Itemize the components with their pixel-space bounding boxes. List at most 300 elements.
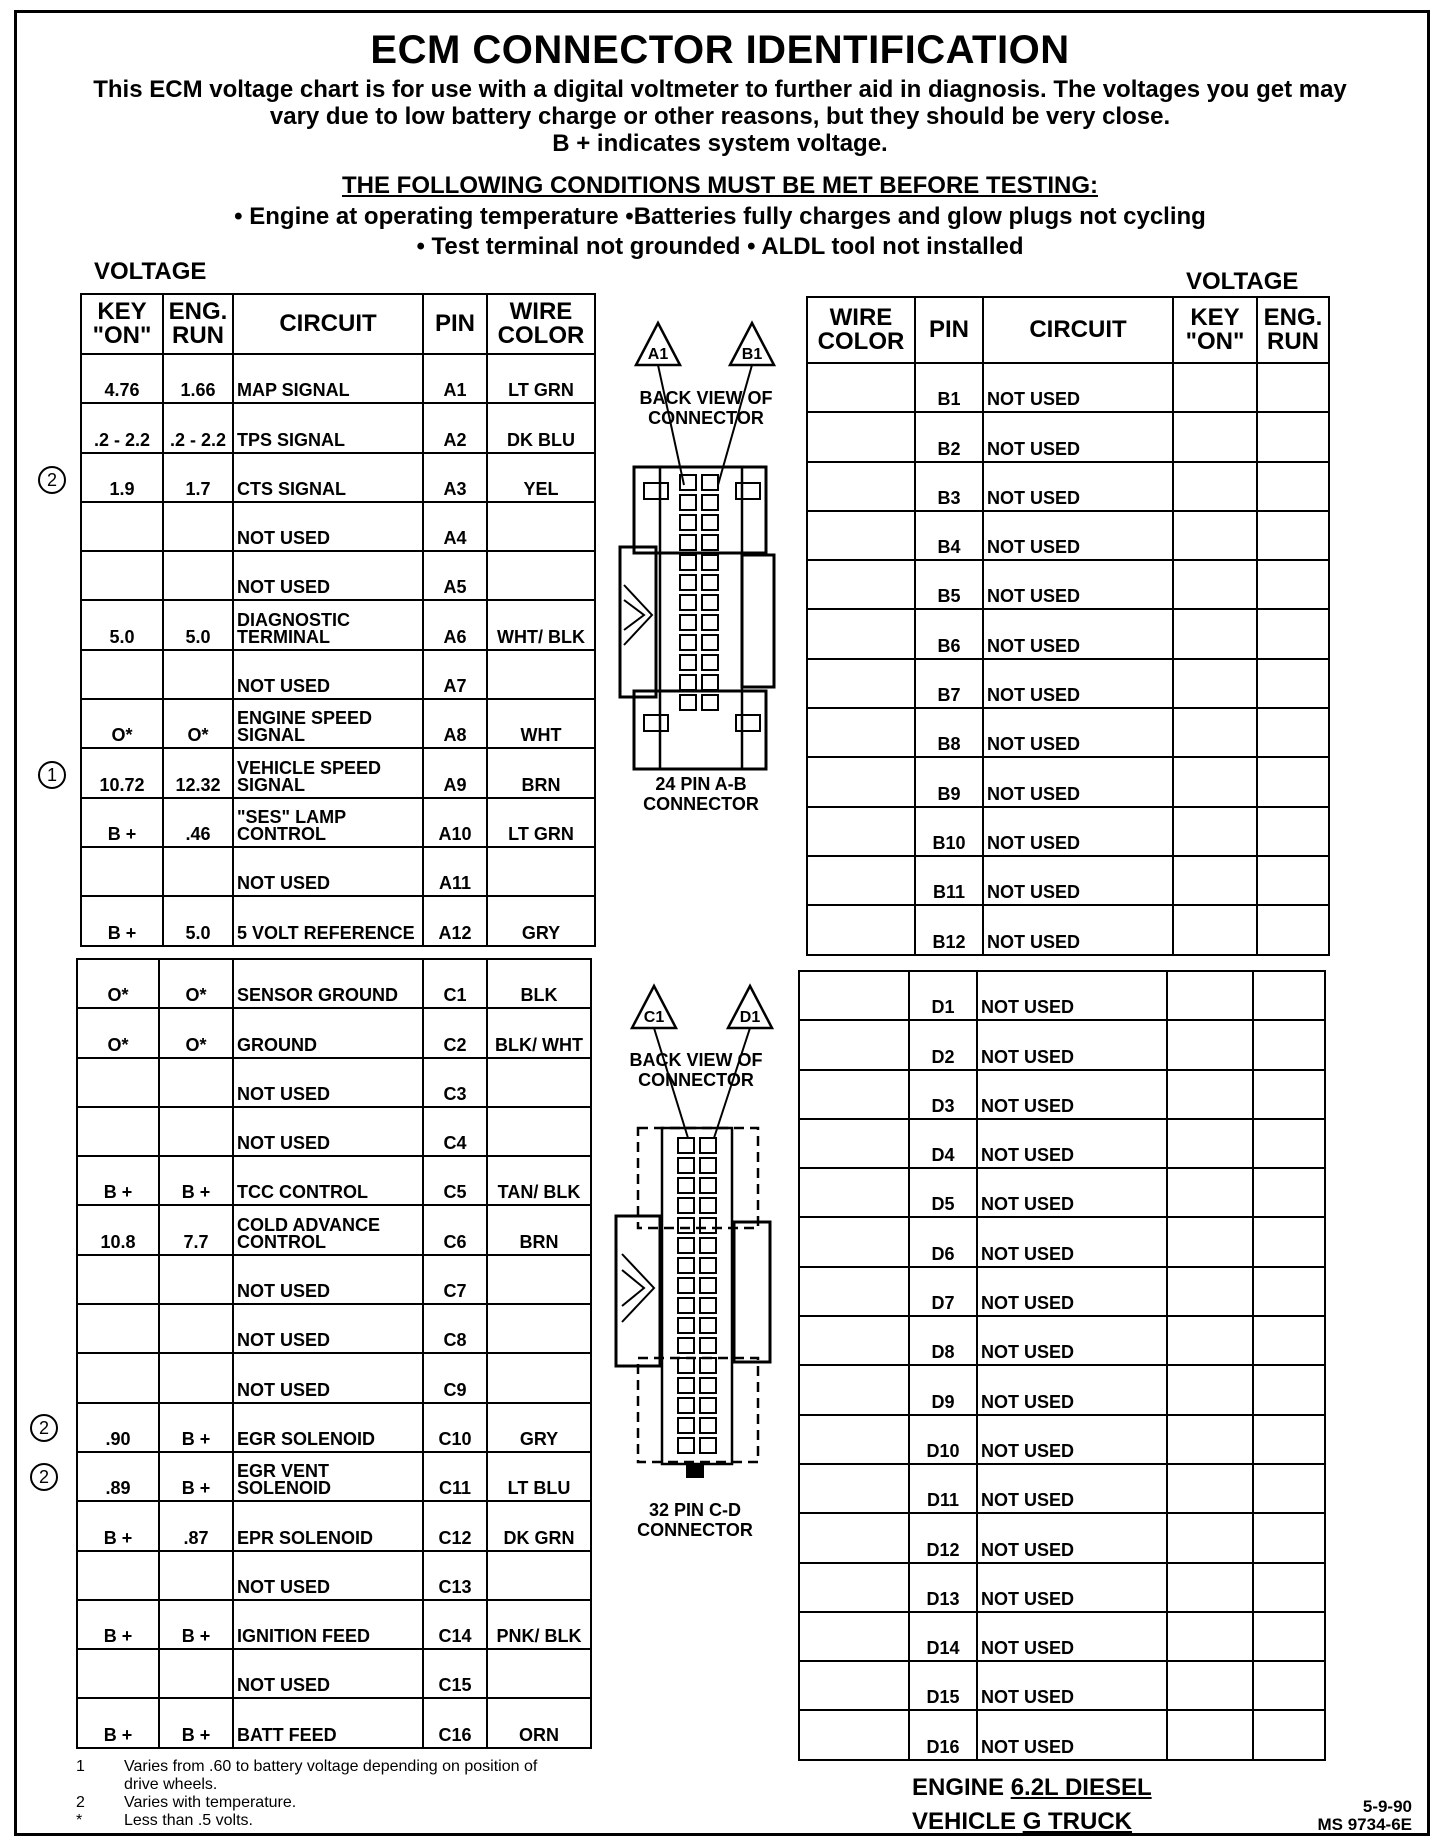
cell-wire-color <box>799 1661 909 1710</box>
connector-ab-view-label: BACK VIEW OF CONNECTOR <box>639 388 773 428</box>
svg-text:C1: C1 <box>643 1009 665 1026</box>
cell-wire-color <box>807 511 915 560</box>
table-row <box>799 1661 1325 1710</box>
cell-eng-run <box>1257 807 1329 856</box>
cell-key-on <box>81 650 163 699</box>
cell-circuit: NOT USED <box>977 1365 1167 1414</box>
cell-pin: D14 <box>909 1612 977 1661</box>
connector-pin-cavity <box>680 635 696 650</box>
cell-wire-color <box>799 1119 909 1168</box>
table-row <box>77 1452 591 1501</box>
cell-pin: C11 <box>423 1452 487 1501</box>
table-row <box>799 1267 1325 1316</box>
cell-circuit: NOT USED <box>983 659 1173 708</box>
cell-wire-color <box>807 905 915 954</box>
connector-pin-cavity <box>680 555 696 570</box>
cell-key-on: 10.72 <box>81 748 163 797</box>
connector-pin-cavity <box>702 575 718 590</box>
cell-key-on <box>1173 609 1257 658</box>
cell-circuit: NOT USED <box>977 1563 1167 1612</box>
table-c-pins <box>76 958 592 1749</box>
connector-pin-cavity <box>700 1258 716 1273</box>
cell-key-on: O* <box>81 699 163 748</box>
table-row <box>77 1403 591 1452</box>
cell-circuit: ENGINE SPEED SIGNAL <box>233 699 423 748</box>
connector-cd-label: 32 PIN C-D CONNECTOR <box>637 1500 753 1540</box>
connector-pin-cavity <box>702 655 718 670</box>
cell-eng-run <box>1253 1070 1325 1119</box>
cell-key-on <box>77 1255 159 1304</box>
connector-pin-cavity <box>702 475 718 490</box>
footnote-marker: 2 <box>38 466 66 494</box>
cell-wire-color <box>799 1168 909 1217</box>
connector-pin-cavity <box>702 615 718 630</box>
connector-pin-cavity <box>702 555 718 570</box>
cell-circuit: NOT USED <box>983 708 1173 757</box>
cell-wire-color <box>487 1353 591 1402</box>
cell-pin: A11 <box>423 847 487 896</box>
cell-circuit: DIAGNOSTIC TERMINAL <box>233 600 423 649</box>
cell-circuit: MAP SIGNAL <box>233 354 423 403</box>
table-row <box>81 403 595 452</box>
connector-pin-cavity <box>700 1198 716 1213</box>
cell-circuit: NOT USED <box>983 609 1173 658</box>
header-pin: PIN <box>423 294 487 354</box>
cell-wire-color: DK BLU <box>487 403 595 452</box>
voltage-label-left: VOLTAGE <box>94 258 207 285</box>
cell-circuit: NOT USED <box>983 560 1173 609</box>
connector-pin-cavity <box>700 1238 716 1253</box>
cell-eng-run: 1.66 <box>163 354 233 403</box>
table-row <box>807 708 1329 757</box>
cell-pin: C10 <box>423 1403 487 1452</box>
footnotes <box>76 1758 544 1830</box>
cell-key-on: 10.8 <box>77 1205 159 1254</box>
cell-key-on: B + <box>77 1156 159 1205</box>
table-row <box>799 1415 1325 1464</box>
table-row <box>77 1353 591 1402</box>
cell-wire-color: TAN/ BLK <box>487 1156 591 1205</box>
cell-eng-run <box>1253 1415 1325 1464</box>
cell-circuit: BATT FEED <box>233 1698 423 1747</box>
cell-wire-color <box>807 560 915 609</box>
cell-pin: B6 <box>915 609 983 658</box>
cell-pin: A8 <box>423 699 487 748</box>
cell-key-on <box>1167 1415 1253 1464</box>
cell-eng-run <box>1253 1168 1325 1217</box>
cell-eng-run <box>163 650 233 699</box>
cell-eng-run <box>1257 708 1329 757</box>
cell-eng-run <box>1257 412 1329 461</box>
table-row <box>807 807 1329 856</box>
connector-ab-label: 24 PIN A-B CONNECTOR <box>643 774 759 814</box>
table-row <box>81 748 595 797</box>
cell-key-on <box>81 502 163 551</box>
connector-pin-cavity <box>700 1398 716 1413</box>
cell-circuit: NOT USED <box>233 650 423 699</box>
cell-eng-run <box>1257 609 1329 658</box>
page-title: ECM CONNECTOR IDENTIFICATION <box>370 28 1070 72</box>
connector-pin-cavity <box>700 1438 716 1453</box>
vehicle-label: VEHICLE <box>912 1808 1017 1835</box>
cell-circuit: NOT USED <box>983 757 1173 806</box>
table-row <box>81 699 595 748</box>
cell-wire-color: DK GRN <box>487 1501 591 1550</box>
cell-circuit: NOT USED <box>983 363 1173 412</box>
footnote-row: 1 Varies from .60 to battery voltage depending on position of drive wheels. <box>76 1758 538 1793</box>
table-row <box>807 757 1329 806</box>
cell-pin: C4 <box>423 1107 487 1156</box>
table-row <box>77 959 591 1008</box>
footnote-marker: 2 <box>30 1414 58 1442</box>
cell-wire-color <box>807 363 915 412</box>
cell-circuit: NOT USED <box>233 1353 423 1402</box>
cell-circuit: NOT USED <box>233 1107 423 1156</box>
cell-key-on: 1.9 <box>81 453 163 502</box>
cell-wire-color: GRY <box>487 896 595 945</box>
cell-eng-run <box>163 847 233 896</box>
cell-circuit: VEHICLE SPEED SIGNAL <box>233 748 423 797</box>
connector-pin-cavity <box>702 495 718 510</box>
cell-circuit: NOT USED <box>983 462 1173 511</box>
voltage-label-right: VOLTAGE <box>1186 268 1299 295</box>
cell-wire-color <box>487 1107 591 1156</box>
cell-wire-color <box>799 1267 909 1316</box>
connector-pin-cavity <box>700 1158 716 1173</box>
cell-circuit: NOT USED <box>977 1710 1167 1759</box>
conditions-line-1: • Engine at operating temperature •Batteries fully charges and glow plugs not cycling <box>234 203 1206 230</box>
cell-pin: C6 <box>423 1205 487 1254</box>
cell-eng-run <box>163 502 233 551</box>
connector-pin-cavity <box>700 1358 716 1373</box>
cell-pin: A7 <box>423 650 487 699</box>
table-row <box>807 905 1329 954</box>
table-row <box>799 1168 1325 1217</box>
table-row <box>799 1365 1325 1414</box>
cell-eng-run <box>159 1649 233 1698</box>
cell-pin: D7 <box>909 1267 977 1316</box>
cell-circuit: NOT USED <box>233 502 423 551</box>
cell-eng-run <box>1253 1020 1325 1069</box>
cell-key-on: 5.0 <box>81 600 163 649</box>
cell-pin: D13 <box>909 1563 977 1612</box>
cell-wire-color <box>799 1365 909 1414</box>
cell-key-on: O* <box>77 959 159 1008</box>
cell-pin: A3 <box>423 453 487 502</box>
cell-key-on <box>77 1649 159 1698</box>
cell-key-on <box>1167 1513 1253 1562</box>
cell-eng-run: 7.7 <box>159 1205 233 1254</box>
cell-circuit: NOT USED <box>233 847 423 896</box>
table-row <box>77 1600 591 1649</box>
cell-wire-color: LT GRN <box>487 798 595 847</box>
connector-pin-cavity <box>702 635 718 650</box>
cell-circuit: "SES" LAMP CONTROL <box>233 798 423 847</box>
connector-pin-cavity <box>700 1318 716 1333</box>
cell-wire-color: ORN <box>487 1698 591 1747</box>
header-key-on: KEY "ON" <box>1173 297 1257 363</box>
cell-eng-run <box>1257 659 1329 708</box>
cell-wire-color <box>487 1551 591 1600</box>
connector-pin-cavity <box>700 1298 716 1313</box>
cell-eng-run: B + <box>159 1156 233 1205</box>
cell-wire-color <box>807 412 915 461</box>
cell-pin: C15 <box>423 1649 487 1698</box>
connector-ab-body <box>620 467 774 769</box>
cell-pin: D2 <box>909 1020 977 1069</box>
cell-key-on <box>81 551 163 600</box>
cell-key-on <box>1173 560 1257 609</box>
cell-eng-run: .2 - 2.2 <box>163 403 233 452</box>
cell-key-on <box>1167 1119 1253 1168</box>
svg-text:D1: D1 <box>739 1009 761 1026</box>
conditions-heading: THE FOLLOWING CONDITIONS MUST BE MET BEFORE TESTING: <box>342 172 1098 199</box>
cell-eng-run <box>1257 757 1329 806</box>
connector-tag-d1 <box>728 986 772 1028</box>
cell-eng-run <box>159 1058 233 1107</box>
cell-pin: B11 <box>915 856 983 905</box>
cell-pin: D5 <box>909 1168 977 1217</box>
footnote-marker: 2 <box>30 1463 58 1491</box>
cell-circuit: NOT USED <box>233 1058 423 1107</box>
cell-circuit: EPR SOLENOID <box>233 1501 423 1550</box>
header-circuit: CIRCUIT <box>233 294 423 354</box>
connector-pin-cavity <box>700 1138 716 1153</box>
cell-wire-color: YEL <box>487 453 595 502</box>
cell-pin: D4 <box>909 1119 977 1168</box>
cell-key-on <box>77 1551 159 1600</box>
cell-wire-color <box>799 1217 909 1266</box>
table-row <box>807 856 1329 905</box>
cell-wire-color <box>487 1649 591 1698</box>
cell-wire-color <box>807 807 915 856</box>
cell-circuit: NOT USED <box>233 1304 423 1353</box>
cell-wire-color <box>487 847 595 896</box>
cell-wire-color <box>799 1020 909 1069</box>
cell-eng-run <box>1257 511 1329 560</box>
cell-circuit: NOT USED <box>977 1217 1167 1266</box>
cell-wire-color <box>807 659 915 708</box>
table-a-pins <box>80 293 596 947</box>
cell-eng-run <box>1253 1217 1325 1266</box>
connector-pin-cavity <box>678 1298 694 1313</box>
cell-pin: B4 <box>915 511 983 560</box>
cell-eng-run <box>159 1107 233 1156</box>
intro-bplus-note: B + indicates system voltage. <box>552 130 888 157</box>
table-row <box>77 1304 591 1353</box>
cell-wire-color <box>807 462 915 511</box>
vehicle-value: G TRUCK <box>1022 1808 1133 1835</box>
cell-eng-run <box>1257 363 1329 412</box>
table-row <box>81 551 595 600</box>
table-row <box>799 1316 1325 1365</box>
header-pin: PIN <box>915 297 983 363</box>
connector-pin-cavity <box>678 1378 694 1393</box>
connector-pin-cavity <box>678 1138 694 1153</box>
cell-pin: D8 <box>909 1316 977 1365</box>
cell-key-on <box>1173 905 1257 954</box>
cell-pin: B1 <box>915 363 983 412</box>
cell-key-on <box>1173 659 1257 708</box>
header-circuit: CIRCUIT <box>983 297 1173 363</box>
header-eng-run: ENG. RUN <box>163 294 233 354</box>
connector-pin-cavity <box>678 1318 694 1333</box>
cell-pin: C8 <box>423 1304 487 1353</box>
connector-pin-cavity <box>702 515 718 530</box>
cell-key-on <box>1173 412 1257 461</box>
connector-pin-cavity <box>702 675 718 690</box>
connector-tag-c1 <box>632 986 676 1028</box>
connector-pin-cavity <box>702 595 718 610</box>
cell-key-on <box>77 1353 159 1402</box>
cell-circuit: NOT USED <box>977 1612 1167 1661</box>
cell-circuit: NOT USED <box>977 1316 1167 1365</box>
cell-eng-run: O* <box>159 1008 233 1057</box>
table-d-pins <box>798 970 1326 1761</box>
table-row <box>77 1107 591 1156</box>
connector-pin-cavity <box>680 535 696 550</box>
cell-eng-run <box>1253 1464 1325 1513</box>
connector-pin-cavity <box>680 575 696 590</box>
engine-label: ENGINE <box>912 1774 1005 1801</box>
table-row <box>77 1698 591 1747</box>
cell-wire-color <box>487 650 595 699</box>
cell-eng-run <box>1253 1365 1325 1414</box>
cell-circuit: NOT USED <box>977 1267 1167 1316</box>
cell-key-on <box>1167 1020 1253 1069</box>
cell-pin: C9 <box>423 1353 487 1402</box>
cell-key-on <box>1167 1217 1253 1266</box>
cell-eng-run: B + <box>159 1403 233 1452</box>
document-date: 5-9-90 <box>1362 1797 1412 1816</box>
table-row <box>77 1649 591 1698</box>
cell-circuit: NOT USED <box>977 1020 1167 1069</box>
cell-key-on <box>1167 1168 1253 1217</box>
cell-key-on <box>1167 1464 1253 1513</box>
cell-circuit: NOT USED <box>977 1415 1167 1464</box>
table-row <box>799 971 1325 1020</box>
cell-key-on <box>1167 1710 1253 1759</box>
connector-pin-cavity <box>702 695 718 710</box>
cell-wire-color <box>487 1058 591 1107</box>
cell-key-on: .90 <box>77 1403 159 1452</box>
connector-tag-b1 <box>730 323 774 365</box>
cell-wire-color <box>799 1316 909 1365</box>
cell-key-on <box>1167 1563 1253 1612</box>
cell-circuit: NOT USED <box>977 971 1167 1020</box>
cell-circuit: NOT USED <box>233 1649 423 1698</box>
table-row <box>807 659 1329 708</box>
footnote-row: 2 Varies with temperature. <box>76 1794 297 1811</box>
cell-eng-run <box>1257 560 1329 609</box>
cell-eng-run: .46 <box>163 798 233 847</box>
cell-wire-color <box>487 1255 591 1304</box>
cell-wire-color <box>807 856 915 905</box>
cell-circuit: TCC CONTROL <box>233 1156 423 1205</box>
cell-pin: C1 <box>423 959 487 1008</box>
cell-pin: D9 <box>909 1365 977 1414</box>
cell-pin: B8 <box>915 708 983 757</box>
cell-eng-run: B + <box>159 1452 233 1501</box>
cell-eng-run <box>1253 1513 1325 1562</box>
connector-pin-cavity <box>702 535 718 550</box>
cell-pin: B3 <box>915 462 983 511</box>
table-row <box>807 560 1329 609</box>
cell-circuit: GROUND <box>233 1008 423 1057</box>
cell-key-on <box>1173 462 1257 511</box>
cell-key-on <box>77 1058 159 1107</box>
cell-circuit: EGR SOLENOID <box>233 1403 423 1452</box>
connector-pin-cavity <box>680 615 696 630</box>
cell-eng-run: B + <box>159 1698 233 1747</box>
connector-pin-cavity <box>680 695 696 710</box>
cell-wire-color <box>799 1710 909 1759</box>
cell-pin: A10 <box>423 798 487 847</box>
cell-circuit: NOT USED <box>983 511 1173 560</box>
connector-pin-cavity <box>680 515 696 530</box>
cell-circuit: TPS SIGNAL <box>233 403 423 452</box>
cell-wire-color <box>799 1513 909 1562</box>
connector-tag-a1 <box>636 323 680 365</box>
cell-key-on <box>1167 1661 1253 1710</box>
connector-pin-cavity <box>678 1418 694 1433</box>
table-row <box>77 1008 591 1057</box>
cell-eng-run: O* <box>159 959 233 1008</box>
cell-key-on: .89 <box>77 1452 159 1501</box>
cell-eng-run <box>1253 1563 1325 1612</box>
cell-key-on <box>1173 511 1257 560</box>
cell-pin: C16 <box>423 1698 487 1747</box>
cell-wire-color: WHT <box>487 699 595 748</box>
cell-circuit: COLD ADVANCE CONTROL <box>233 1205 423 1254</box>
cell-pin: D3 <box>909 1070 977 1119</box>
cell-pin: A5 <box>423 551 487 600</box>
cell-wire-color: PNK/ BLK <box>487 1600 591 1649</box>
connector-pin-cavity <box>678 1238 694 1253</box>
cell-wire-color: WHT/ BLK <box>487 600 595 649</box>
document-number: MS 9734-6E <box>1317 1815 1412 1834</box>
header-wire-color: WIRE COLOR <box>487 294 595 354</box>
cell-circuit: CTS SIGNAL <box>233 453 423 502</box>
connector-pin-cavity <box>700 1178 716 1193</box>
cell-circuit: NOT USED <box>233 1255 423 1304</box>
connector-cd-body <box>616 1128 770 1478</box>
cell-eng-run: 12.32 <box>163 748 233 797</box>
cell-key-on <box>1173 807 1257 856</box>
cell-circuit: NOT USED <box>977 1168 1167 1217</box>
cell-pin: C14 <box>423 1600 487 1649</box>
cell-eng-run: 5.0 <box>163 600 233 649</box>
cell-circuit: NOT USED <box>977 1661 1167 1710</box>
cell-eng-run <box>1253 1661 1325 1710</box>
cell-eng-run: 1.7 <box>163 453 233 502</box>
connector-pin-cavity <box>678 1158 694 1173</box>
table-row <box>799 1464 1325 1513</box>
table-row <box>77 1501 591 1550</box>
cell-key-on: 4.76 <box>81 354 163 403</box>
cell-pin: A12 <box>423 896 487 945</box>
connector-pin-cavity <box>700 1278 716 1293</box>
cell-key-on: .2 - 2.2 <box>81 403 163 452</box>
conditions-line-2: • Test terminal not grounded • ALDL tool not installed <box>416 233 1024 260</box>
cell-pin: D12 <box>909 1513 977 1562</box>
cell-eng-run <box>159 1353 233 1402</box>
cell-wire-color <box>799 971 909 1020</box>
cell-key-on: B + <box>77 1698 159 1747</box>
cell-wire-color <box>799 1070 909 1119</box>
cell-circuit: NOT USED <box>233 1551 423 1600</box>
cell-key-on <box>1167 1365 1253 1414</box>
